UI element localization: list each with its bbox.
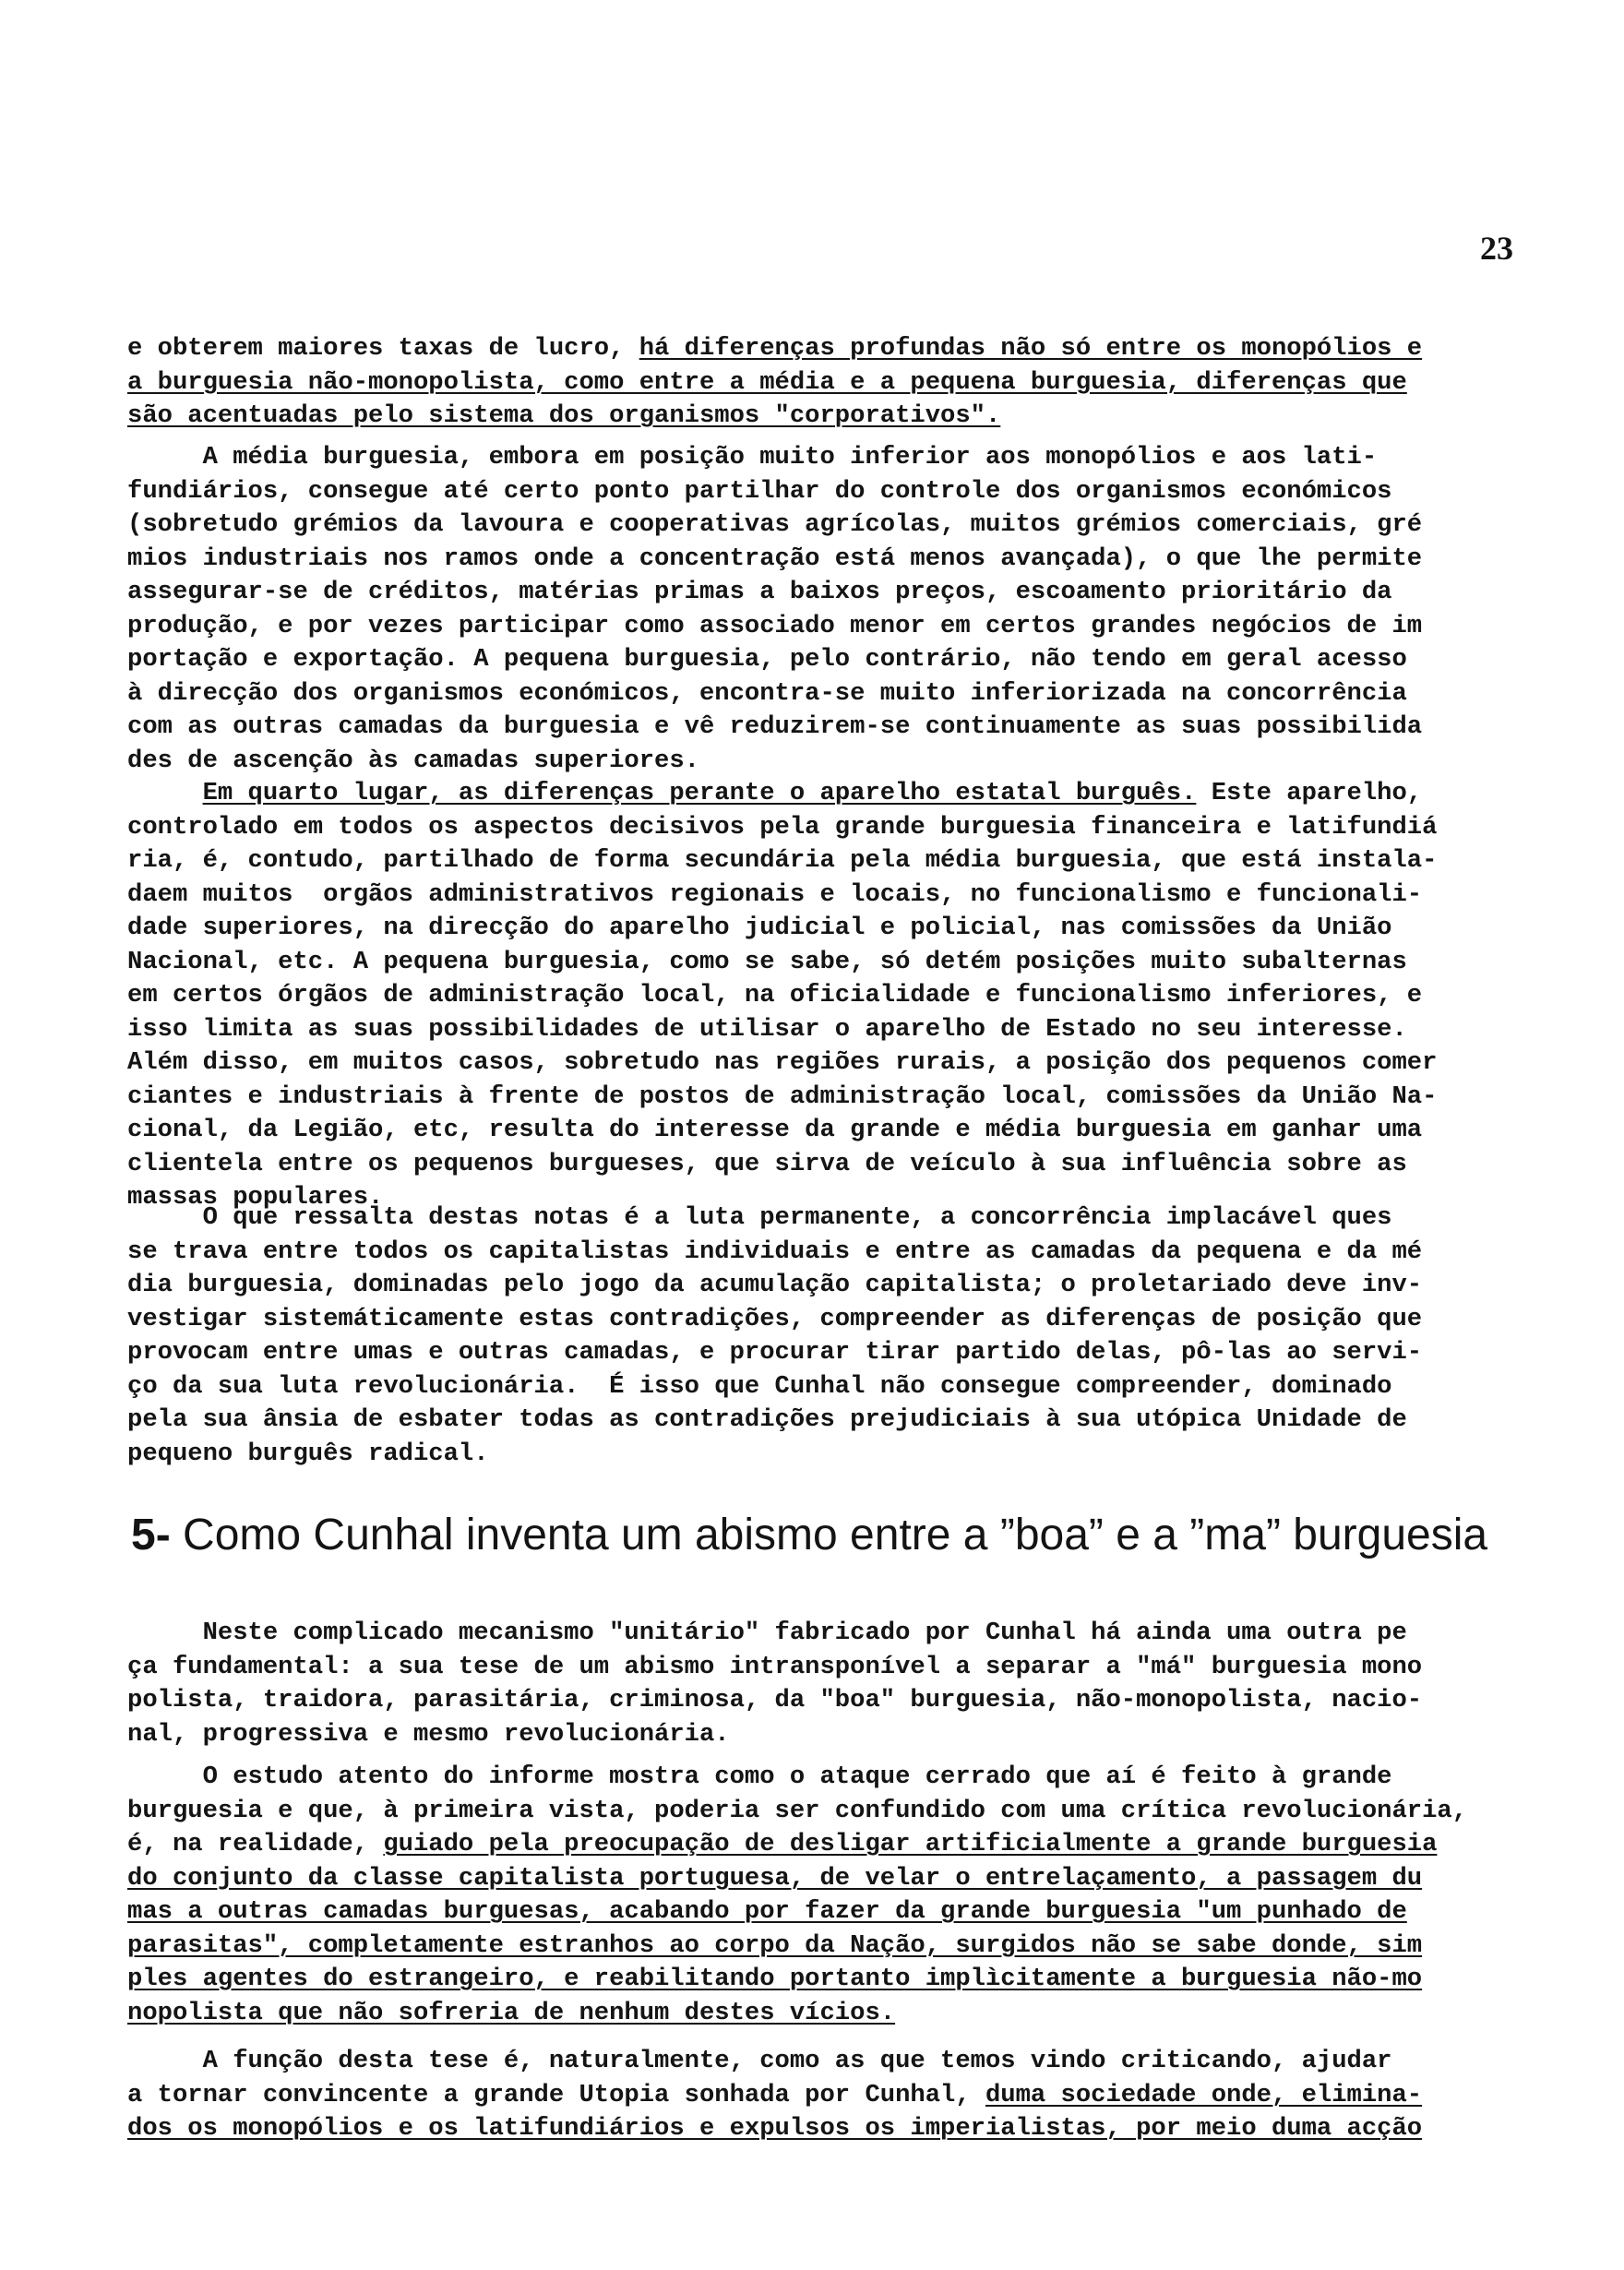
section-heading [131, 1508, 1487, 1563]
text-segment: Além disso, em muitos casos, sobretudo nas regiões rurais, a posição dos pequenos comer [127, 1048, 1438, 1077]
text-segment: com as outras camadas da burguesia e vê reduzirem-se continuamente as suas possibilida [127, 712, 1423, 741]
text-line [127, 1930, 1487, 1964]
text-segment: (sobretudo grémios da lavoura e cooperativas agrícolas, muitos grémios comerciais, gré [127, 510, 1423, 539]
text-segment: Neste complicado mecanismo "unitário" fabricado por Cunhal há ainda uma outra pe [127, 1619, 1407, 1647]
text-line [127, 475, 1487, 509]
text-segment: cional, da Legião, etc, resulta do interesse da grande e média burguesia em ganhar uma [127, 1116, 1423, 1144]
text-line [127, 1269, 1487, 1303]
text-line [127, 1718, 1487, 1752]
text-segment: ço da sua luta revolucionária. É isso que Cunhal não consegue compreender, dominado [127, 1371, 1392, 1401]
text-segment: Este aparelho, [1196, 779, 1423, 807]
text-line [127, 1148, 1487, 1182]
text-segment: em certos órgãos de administração local, na oficialidade e funcionalismo inferiores, e [127, 981, 1423, 1010]
text-line [127, 1795, 1487, 1829]
text-line [127, 543, 1487, 577]
text-line [127, 508, 1487, 543]
text-line [127, 2112, 1487, 2146]
text-line [127, 1997, 1487, 2031]
text-segment: se trava entre todos os capitalistas individuais e entre as camadas da pequena e da mé [127, 1237, 1423, 1266]
text-line [127, 610, 1487, 644]
text-line [127, 912, 1487, 946]
paragraph-3 [127, 777, 1487, 1215]
text-line [127, 441, 1487, 475]
text-segment: A função desta tese é, naturalmente, como as que temos vindo criticando, ajudar [127, 2047, 1392, 2075]
text-line [127, 366, 1487, 400]
paragraph-7 [127, 2045, 1487, 2146]
text-segment: polista, traidora, parasitária, criminosa, da "boa" burguesia, não-monopolista, nacio- [127, 1686, 1423, 1714]
underlined-text: do conjunto da classe capitalista portuguesa, de velar o entrelaçamento, a passagem du [127, 1863, 1423, 1893]
text-segment: dia burguesia, dominadas pelo jogo da acumulação capitalista; o proletariado deve inv- [127, 1271, 1423, 1299]
underlined-text: a burguesia não-monopolista, como entre a média e a pequena burguesia, diferenças que [127, 367, 1407, 397]
text-line [127, 332, 1487, 366]
text-segment: dade superiores, na direcção do aparelho judicial e policial, nas comissões da União [127, 914, 1392, 942]
underlined-text: duma sociedade onde, elimina- [985, 2080, 1423, 2109]
text-line [127, 2045, 1487, 2079]
text-line [127, 1114, 1487, 1148]
text-segment: a tornar convincente a grande Utopia sonhada por Cunhal, [127, 2080, 985, 2109]
text-line [127, 1828, 1487, 1862]
text-line [127, 946, 1487, 980]
underlined-text: ples agentes do estrangeiro, e reabilitando portanto implìcitamente a burguesia não-mo [127, 1965, 1423, 1993]
text-segment: portação e exportação. A pequena burguesia, pelo contrário, não tendo em geral acesso [127, 645, 1407, 674]
paragraph-5 [127, 1617, 1487, 1751]
underlined-text: há diferenças profundas não só entre os monopólios e [639, 334, 1423, 363]
text-segment: O que ressalta destas notas é a luta permanente, a concorrência implacável ques [127, 1203, 1392, 1232]
text-segment: daem muitos orgãos administrativos regionais e locais, no funcionalismo e funcionali- [127, 879, 1423, 909]
text-segment: provocam entre umas e outras camadas, e procurar tirar partido delas, pô-las ao servi- [127, 1338, 1423, 1367]
text-segment: ria, é, contudo, partilhado de forma secundária pela média burguesia, que está instala- [127, 846, 1438, 875]
section-number: 5- [131, 1511, 171, 1559]
paragraph-2 [127, 441, 1487, 778]
underlined-text: nopolista que não sofreria de nenhum destes vícios. [127, 1998, 896, 2027]
text-segment: e obterem maiores taxas de lucro, [127, 334, 639, 363]
text-line [127, 1081, 1487, 1115]
text-line [127, 1201, 1487, 1236]
text-line [127, 777, 1487, 811]
text-line [127, 1303, 1487, 1337]
text-line [127, 2079, 1487, 2113]
text-line [127, 1236, 1487, 1270]
text-segment: isso limita as suas possibilidades de utilisar o aparelho de Estado no seu interesse. [127, 1014, 1407, 1044]
text-segment: Nacional, etc. A pequena burguesia, como se sabe, só detém posições muito subalternas [127, 947, 1407, 976]
text-line [127, 400, 1487, 434]
text-line [127, 745, 1487, 779]
text-segment: à direcção dos organismos económicos, encontra-se muito inferiorizada na concorrência [127, 678, 1407, 708]
text-segment: vestigar sistemáticamente estas contradições, compreender as diferenças de posição que [127, 1304, 1423, 1333]
text-segment: assegurar-se de créditos, matérias primas a baixos preços, escoamento prioritário da [127, 578, 1392, 606]
text-segment: pela sua ânsia de esbater todas as contradições prejudiciais à sua utópica Unidade de [127, 1405, 1407, 1434]
text-line [127, 643, 1487, 677]
text-segment: produção, e por vezes participar como associado menor em certos grandes negócios de im [127, 611, 1423, 640]
text-line [127, 1963, 1487, 1997]
text-line [127, 1651, 1487, 1685]
text-line [127, 1046, 1487, 1081]
text-segment: A média burguesia, embora em posição muito inferior aos monopólios e aos lati- [127, 443, 1378, 472]
underlined-text: parasitas", completamente estranhos ao corpo da Nação, surgidos não se sabe donde, sim [127, 1930, 1423, 1960]
underlined-text: Em quarto lugar, as diferenças perante o aparelho estatal burguês. [202, 779, 1197, 807]
text-line [127, 979, 1487, 1013]
underlined-text: são acentuadas pelo sistema dos organismos "corporativos". [127, 401, 1001, 430]
text-line [127, 1684, 1487, 1718]
text-segment [127, 779, 203, 807]
text-line [127, 1336, 1487, 1370]
text-line [127, 1370, 1487, 1404]
section-title: Como Cunhal inventa um abismo entre a ”boa” e a ”ma” burguesia [183, 1511, 1488, 1559]
text-line [127, 1761, 1487, 1795]
text-line [127, 1617, 1487, 1651]
text-segment: burguesia e que, à primeira vista, poderia ser confundido com uma crítica revolucionária, [127, 1796, 1468, 1825]
text-segment: mios industriais nos ramos onde a concentração está menos avançada), o que lhe permite [127, 544, 1423, 573]
text-segment: ça fundamental: a sua tese de um abismo intransponível a separar a "má" burguesia mono [127, 1652, 1423, 1681]
text-segment: ciantes e industriais à frente de postos de administração local, comissões da União Na- [127, 1081, 1438, 1111]
text-line [127, 1404, 1487, 1438]
text-segment: fundiários, consegue até certo ponto partilhar do controle dos organismos económicos [127, 476, 1392, 506]
text-segment: massas populares. [127, 1183, 384, 1212]
text-line [127, 1438, 1487, 1472]
paragraph-4 [127, 1201, 1487, 1471]
text-line [127, 844, 1487, 878]
text-segment: é, na realidade, [127, 1830, 384, 1858]
text-line [127, 878, 1487, 913]
underlined-text: mas a outras camadas burguesas, acabando por fazer da grande burguesia "um punhado de [127, 1897, 1407, 1926]
underlined-text: guiado pela preocupação de desligar artificialmente a grande burguesia [383, 1830, 1438, 1858]
paragraph-6 [127, 1761, 1487, 2030]
text-segment: nal, progressiva e mesmo revolucionária. [127, 1719, 730, 1749]
text-line [127, 1013, 1487, 1047]
text-segment: controlado em todos os aspectos decisivos pela grande burguesia financeira e latifundiá [127, 812, 1438, 842]
page-number: 23 [1480, 230, 1513, 267]
text-line [127, 576, 1487, 610]
text-line [127, 677, 1487, 711]
paragraph-1 [127, 332, 1487, 434]
text-segment: pequeno burguês radical. [127, 1439, 489, 1468]
text-segment: clientela entre os pequenos burgueses, que sirva de veículo à sua influência sobre as [127, 1149, 1407, 1178]
text-line [127, 1862, 1487, 1896]
text-line [127, 711, 1487, 745]
text-segment: des de ascenção às camadas superiores. [127, 746, 699, 775]
text-line [127, 811, 1487, 845]
text-line [127, 1895, 1487, 1930]
text-segment: O estudo atento do informe mostra como o ataque cerrado que aí é feito à grande [127, 1762, 1392, 1791]
underlined-text: dos os monopólios e os latifundiários e expulsos os imperialistas, por meio duma acção [127, 2114, 1423, 2143]
